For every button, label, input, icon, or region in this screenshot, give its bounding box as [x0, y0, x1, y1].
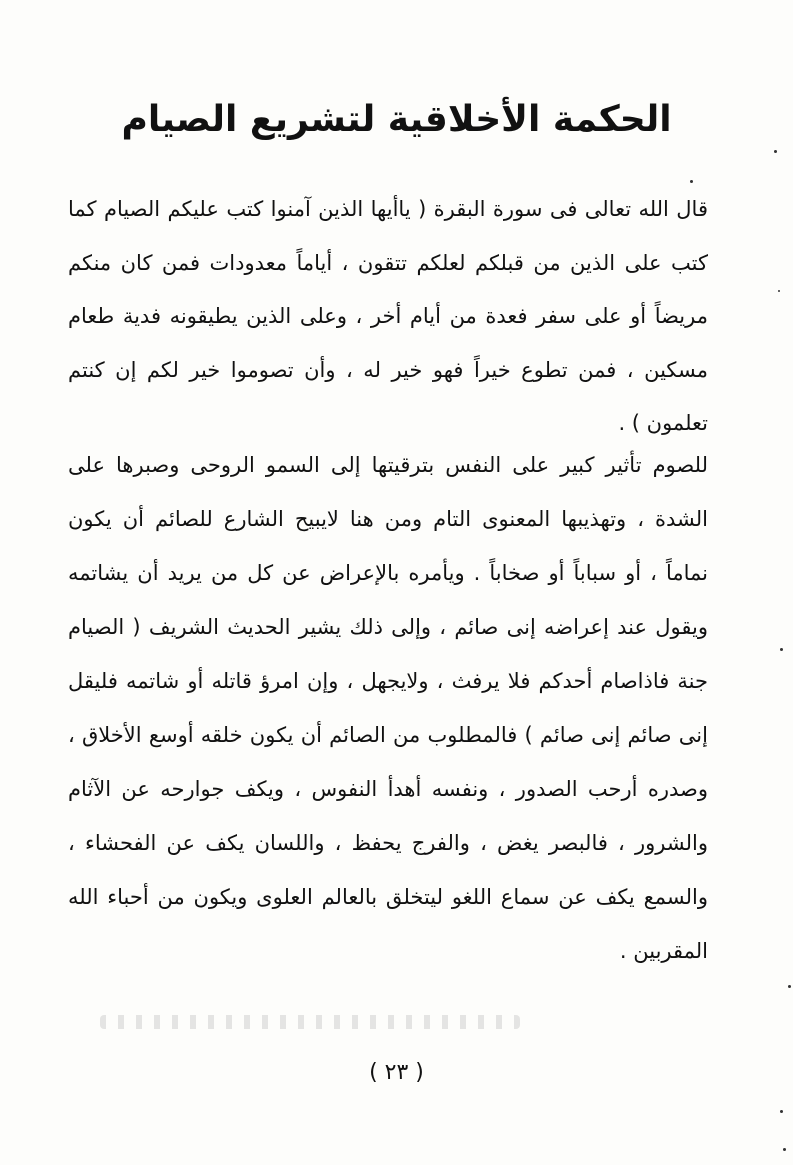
scan-speck: [780, 648, 783, 651]
scan-speck: [780, 1110, 783, 1113]
scan-speck: [783, 1148, 786, 1151]
scan-speck: [788, 985, 791, 988]
paragraph-fasting-ethics: للصوم تأثير كبير على النفس بترقيتها إلى السمو الروحى وصبرها على الشدة ، وتهذيبها المعنوى التام ومن هنا لايبيح الشارع للصائم أن يكون نماماً ، أو سباباً أو صخاباً . ويأمره بالإعراض عن كل من يريد أن يشاتمه ويقول عند إعراضه إنى صائم ، وإلى ذلك يشير الحديث الشريف ( الصيام جنة فاذاصام أحدكم فلا يرفث ، ولايجهل ، وإن امرؤ قاتله أو شاتمه فليقل إنى صائم إنى صائم ) فالمطلوب من الصائم أن يكون خلقه أوسع الأخلاق ، وصدره أرحب الصدور ، ونفسه أهدأ النفوس ، ويكف جوارحه عن الآثام والشرور ، فالبصر يغض ، والفرج يحفظ ، واللسان يكف عن الفحشاء ، والسمع يكف عن سماع اللغو ليتخلق بالعالم العلوى ويكون من أحباء الله المقربين .: [68, 453, 708, 963]
scan-speck: [690, 180, 693, 183]
scan-smudge: [100, 1015, 520, 1029]
paragraph-quran-verse: قال الله تعالى فى سورة البقرة ( ياأيها الذين آمنوا كتب عليكم الصيام كما كتب على الذين من قبلكم لعلكم تتقون ، أياماً معدودات فمن كان منكم مريضاً أو على سفر فعدة من أيام أخر ، وعلى الذين يطيقونه فدية طعام مسكين ، فمن تطوع خيراً فهو خير له ، وأن تصوموا خير لكم إن كنتم تعلمون ) .: [68, 197, 708, 435]
scan-speck: [778, 290, 780, 292]
scan-speck: [774, 150, 777, 153]
page-number: ( ٢٣ ): [369, 1060, 424, 1085]
page-title: الحكمة الأخلاقية لتشريع الصيام: [121, 99, 672, 140]
